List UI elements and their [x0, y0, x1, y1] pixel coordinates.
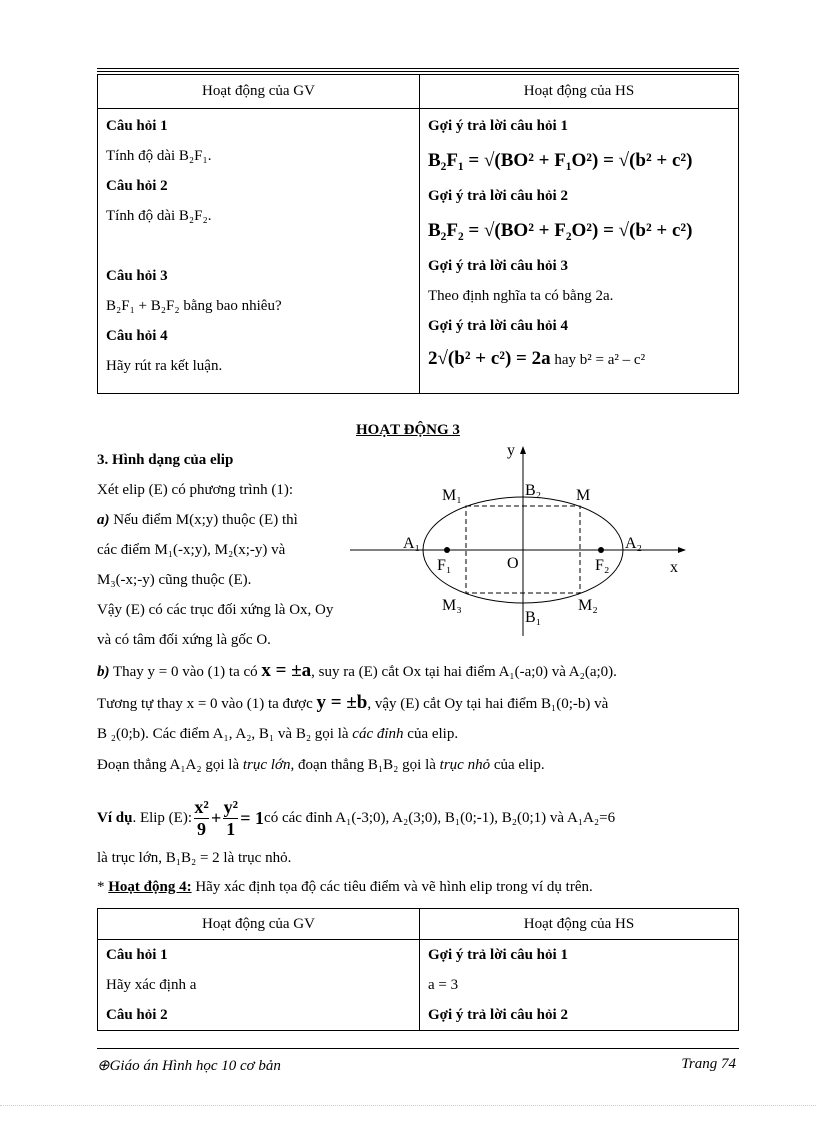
focus-f2 — [598, 547, 604, 553]
equals-one: = 1 — [240, 807, 265, 828]
footer-left: Giáo án Hình học 10 cơ bản — [109, 1058, 281, 1074]
label-m2: M₂ — [578, 597, 598, 614]
page-edge — [0, 1105, 816, 1106]
hs-formula: B₂F₁ = √(BO² + F₁O²) = √(b² + c²) — [428, 150, 693, 171]
hs-text: a = 3 — [428, 977, 459, 993]
body-text: Nếu điểm M(x;y) thuộc (E) thì — [113, 512, 298, 528]
header-hs: Hoạt động của HS — [420, 75, 739, 109]
label-b1: B₁ — [525, 609, 542, 626]
hs-answer-title: Gợi ý trả lời câu hỏi 2 — [428, 1007, 568, 1023]
gv-question: Câu hỏi 1 — [106, 118, 168, 134]
numerator: x² — [194, 796, 209, 817]
example-line — [97, 788, 615, 848]
numerator: y² — [223, 796, 238, 817]
label-b2: B₂ — [525, 482, 542, 499]
label-y: y — [507, 442, 515, 459]
body-text: là trục lớn, B₁B₂ = 2 là trục nhỏ. — [97, 850, 292, 866]
gv-question: Câu hỏi 3 — [106, 268, 168, 284]
body-text: , đoạn thẳng B₁B₂ gọi là — [290, 757, 440, 773]
emphasis: trục lớn — [242, 757, 291, 773]
bullet: * — [97, 879, 109, 895]
section-title: HOẠT ĐỘNG 3 — [356, 422, 460, 438]
focus-f1 — [444, 547, 450, 553]
header-gv: Hoạt động của GV — [98, 909, 420, 940]
label-o: O — [507, 555, 519, 572]
body-text: , suy ra (E) cắt Ox tại hai điểm A₁(-a;0) và A₂(a;0). — [311, 664, 617, 680]
hs-text: Theo định nghĩa ta có bằng 2a. — [428, 288, 614, 304]
body-text: , vậy (E) cắt Oy tại hai điểm B₁(0;-b) và — [367, 696, 609, 712]
hs-formula: B₂F₂ = √(BO² + F₂O²) = √(b² + c²) — [428, 220, 693, 241]
item-label: a) — [97, 512, 110, 528]
gv-question: Câu hỏi 2 — [106, 1007, 168, 1023]
formula: y = ±b — [316, 692, 368, 713]
body-text: các điểm M₁(-x;y), M₂(x;-y) và — [97, 542, 286, 558]
denominator: 1 — [223, 818, 238, 840]
label-m: M — [576, 487, 591, 504]
gv-question: Câu hỏi 1 — [106, 947, 168, 963]
activity-label: Hoạt động 4: — [108, 879, 192, 895]
item-label: b) — [97, 664, 110, 680]
body-text: Đoạn thẳng A₁A₂ gọi là — [97, 757, 243, 773]
gv-text: Tính độ dài B₂F₁. — [106, 148, 212, 164]
hs-answer-title: Gợi ý trả lời câu hỏi 1 — [428, 118, 568, 134]
footer-page-number: Trang 74 — [681, 1056, 736, 1072]
hs-answer-title: Gợi ý trả lời câu hỏi 1 — [428, 947, 568, 963]
activity-table-2 — [97, 908, 739, 1031]
label-a2: A₂ — [625, 535, 643, 552]
gv-text: Hãy rút ra kết luận. — [106, 358, 223, 374]
denominator: 9 — [194, 818, 209, 840]
label-m1: M₁ — [442, 487, 462, 504]
example-label: Ví dụ — [97, 809, 133, 826]
body-text: của elip. — [490, 757, 545, 773]
plus: + — [211, 807, 222, 828]
label-m3: M₃ — [442, 597, 462, 614]
hs-answer-title: Gợi ý trả lời câu hỏi 2 — [428, 188, 568, 204]
body-text: và có tâm đối xứng là gốc O. — [97, 632, 271, 648]
label-f2: F₂ — [595, 557, 610, 574]
body-text: B ₂(0;b). Các điểm A₁, A₂, B₁ và B₂ gọi là — [97, 726, 353, 742]
hs-formula: 2√(b² + c²) = 2a — [428, 348, 551, 369]
header-gv: Hoạt động của GV — [98, 75, 420, 109]
body-text: Vậy (E) có các trục đối xứng là Ox, Oy — [97, 602, 334, 618]
hs-answer-title: Gợi ý trả lời câu hỏi 4 — [428, 318, 568, 334]
fraction-y — [223, 797, 238, 840]
gv-question: Câu hỏi 4 — [106, 328, 168, 344]
section-heading: 3. Hình dạng của elip — [97, 452, 234, 468]
gv-text: B₂F₁ + B₂F₂ bằng bao nhiêu? — [106, 298, 282, 314]
gv-text: Tính độ dài B₂F₂. — [106, 208, 212, 224]
emphasis: trục nhỏ — [439, 757, 491, 773]
body-text: Xét elip (E) có phương trình (1): — [97, 482, 294, 498]
footer-rule — [97, 1048, 739, 1049]
body-text: . Elip (E): — [132, 809, 193, 826]
header-hs: Hoạt động của HS — [420, 909, 739, 940]
body-text: của elip. — [403, 726, 459, 742]
label-f1: F₁ — [437, 557, 452, 574]
formula: x = ±a — [261, 660, 312, 681]
gv-question: Câu hỏi 2 — [106, 178, 168, 194]
body-text: Thay y = 0 vào (1) ta có — [109, 664, 262, 680]
label-x: x — [670, 559, 678, 576]
body-text: Tương tự thay x = 0 vào (1) ta được — [97, 696, 317, 712]
hs-text: hay b² = a² – c² — [550, 352, 646, 368]
gv-text: Hãy xác định a — [106, 977, 197, 993]
hs-answer-title: Gợi ý trả lời câu hỏi 3 — [428, 258, 568, 274]
fraction-x — [194, 797, 209, 840]
circled-plus-icon: ⊕ — [97, 1058, 110, 1074]
body-text: có các đỉnh A₁(-3;0), A₂(3;0), B₁(0;-1), B₂(0;1) và A₁A₂=6 — [264, 809, 616, 826]
emphasis: các đỉnh — [352, 726, 404, 742]
body-text: M₃(-x;-y) cũng thuộc (E). — [97, 572, 252, 588]
label-a1: A₁ — [403, 535, 421, 552]
body-text: Hãy xác định tọa độ các tiêu điểm và vẽ hình elip trong ví dụ trên. — [191, 879, 593, 895]
